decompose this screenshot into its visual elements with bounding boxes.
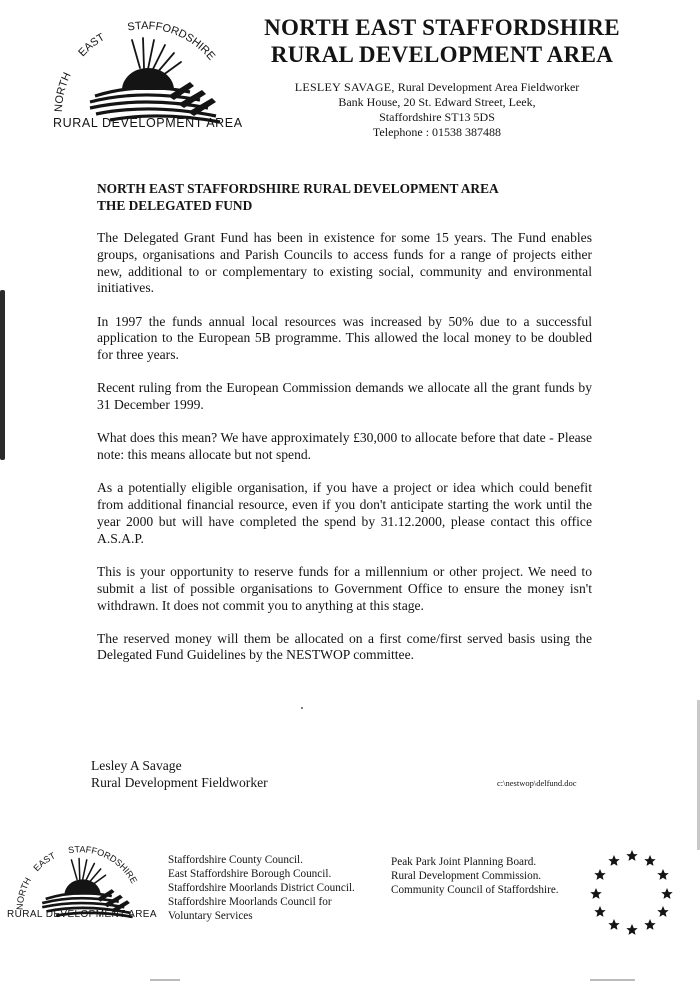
- logo-caption: RURAL DEVELOPMENT AREA: [53, 116, 243, 130]
- eu-star: [626, 850, 637, 861]
- svg-text:EAST: EAST: [31, 850, 57, 874]
- eu-star: [608, 919, 619, 930]
- partners-column-1: [168, 853, 355, 923]
- file-reference: c:\nestwop\delfund.doc: [497, 778, 577, 788]
- partner-name: Staffordshire Moorlands District Council.: [168, 882, 355, 894]
- scan-edge-mark: [0, 290, 5, 460]
- svg-text:NORTH: NORTH: [52, 70, 74, 113]
- letter-body: [97, 230, 592, 681]
- svg-text:EAST: EAST: [76, 31, 107, 60]
- eu-star: [661, 888, 672, 899]
- letter-heading-line-2: THE DELEGATED FUND: [97, 198, 253, 213]
- svg-text:STAFFORDSHIRE: STAFFORDSHIRE: [67, 846, 140, 886]
- partners-column-2: [391, 855, 559, 897]
- body-paragraph: What does this mean? We have approximately £30,000 to allocate before that date - Please note: this means allocate but not spend.: [97, 430, 592, 463]
- organisation-title-line-1: NORTH EAST STAFFORDSHIRE: [264, 15, 620, 40]
- partner-name: Peak Park Joint Planning Board.: [391, 856, 537, 868]
- partner-name: Community Council of Staffordshire.: [391, 884, 559, 896]
- partner-name: East Staffordshire Borough Council.: [168, 868, 332, 880]
- footer-logo-caption: RURAL DEVELOPMENT AREA: [7, 909, 157, 920]
- partner-name: Staffordshire County Council.: [168, 854, 303, 866]
- header-logo: [40, 20, 243, 135]
- contact-address-line-2: Staffordshire ST13 5DS: [379, 110, 495, 124]
- contact-name: LESLEY SAVAGE,: [294, 80, 395, 94]
- organisation-title: [252, 14, 632, 68]
- signature-block: [91, 757, 268, 791]
- eu-star: [608, 855, 619, 866]
- letter-heading-line-1: NORTH EAST STAFFORDSHIRE RURAL DEVELOPMENT AREA: [97, 181, 499, 196]
- eu-star: [657, 869, 668, 880]
- contact-name-line: [276, 80, 598, 95]
- footer-logo: [2, 846, 157, 926]
- eu-star-ring: [586, 848, 678, 940]
- letter-heading: [97, 180, 499, 214]
- signatory-title: Rural Development Fieldworker: [91, 775, 268, 790]
- eu-star: [626, 924, 637, 935]
- body-paragraph: Recent ruling from the European Commission demands we allocate all the grant funds by 31 December 1999.: [97, 380, 592, 413]
- contact-address-line-1: Bank House, 20 St. Edward Street, Leek,: [338, 95, 536, 109]
- eu-star: [644, 855, 655, 866]
- contact-role: Rural Development Area Fieldworker: [397, 80, 580, 94]
- eu-star: [590, 888, 601, 899]
- signatory-name: Lesley A Savage: [91, 758, 182, 773]
- partner-name: Rural Development Commission.: [391, 870, 542, 882]
- eu-star: [644, 919, 655, 930]
- body-paragraph: The Delegated Grant Fund has been in existence for some 15 years. The Fund enables groups, organisations and Parish Councils to access funds for a range of projects either new, additional to or complementary to existing social, community and environmental initiatives.: [97, 230, 592, 296]
- partner-name: Staffordshire Moorlands Council for: [168, 896, 332, 908]
- eu-star: [657, 906, 668, 917]
- svg-text:STAFFORDSHIRE: STAFFORDSHIRE: [126, 20, 218, 63]
- body-paragraph: In 1997 the funds annual local resources was increased by 50% due to a successful application to the European 5B programme. This allowed the local money to be doubled for three years.: [97, 313, 592, 363]
- organisation-title-line-2: RURAL DEVELOPMENT AREA: [270, 42, 614, 67]
- body-paragraph: As a potentially eligible organisation, if you have a project or idea which could benefit from additional financial resource, even if you don't anticipate starting the work until the year 2000 but will have completed the spend by 31.12.2000, please contact this office A.S.A.P.: [97, 480, 592, 546]
- eu-star: [594, 869, 605, 880]
- partner-name: Voluntary Services: [168, 910, 253, 922]
- eu-stars-icon: [586, 848, 678, 945]
- eu-star: [594, 906, 605, 917]
- svg-text:NORTH: NORTH: [14, 875, 34, 911]
- body-paragraph: This is your opportunity to reserve funds for a millennium or other project. We need to submit a list of possible organisations to Government Office to ensure the money isn't withdrawn. It does not commit you to anything at this stage.: [97, 563, 592, 613]
- contact-block: [276, 80, 598, 140]
- body-paragraph: The reserved money will them be allocated on a first come/first served basis using the Delegated Fund Guidelines by the NESTWOP committee.: [97, 630, 592, 663]
- contact-telephone: Telephone : 01538 387488: [372, 125, 502, 139]
- scan-speck: [301, 707, 303, 709]
